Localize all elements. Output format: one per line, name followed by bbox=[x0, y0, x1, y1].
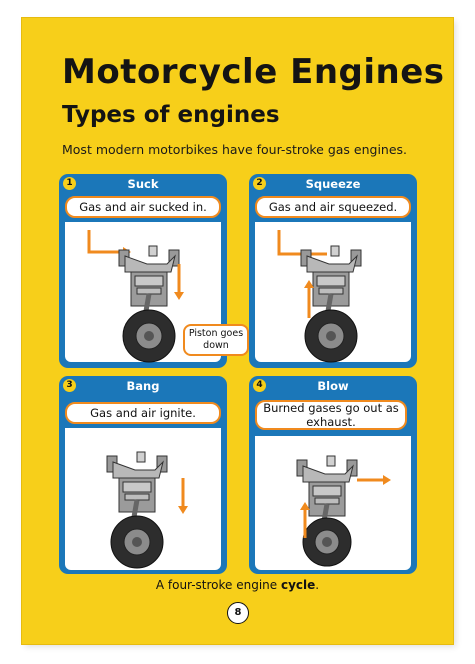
step-label: Suck bbox=[127, 177, 159, 191]
engine-blow-drawing bbox=[255, 436, 411, 570]
step-label: Bang bbox=[126, 379, 160, 393]
caption-text: A four-stroke engine bbox=[155, 578, 281, 592]
intro-text: Most modern motorbikes have four-stroke gas engines. bbox=[62, 142, 408, 157]
engine-illustration bbox=[65, 428, 221, 570]
step-number: 1 bbox=[63, 177, 76, 190]
engine-illustration bbox=[65, 222, 244, 362]
step-text: Gas and air sucked in. bbox=[65, 196, 221, 218]
step-label: Blow bbox=[317, 379, 349, 393]
step-text: Gas and air ignite. bbox=[65, 402, 221, 424]
engine-squeeze-drawing bbox=[255, 222, 411, 362]
step-number: 2 bbox=[253, 177, 266, 190]
panel-bang bbox=[59, 376, 227, 574]
caption-bold-word: cycle bbox=[280, 578, 316, 592]
engine-bang-drawing bbox=[65, 428, 221, 570]
step-number: 4 bbox=[253, 379, 266, 392]
piston-note: Piston goes down bbox=[183, 324, 249, 356]
engine-illustration bbox=[255, 436, 411, 570]
step-label: Squeeze bbox=[305, 177, 361, 191]
panel-suck bbox=[59, 174, 244, 368]
step-number: 3 bbox=[63, 379, 76, 392]
engine-illustration bbox=[255, 222, 411, 362]
step-text: Gas and air squeezed. bbox=[255, 196, 411, 218]
panel-squeeze bbox=[249, 174, 417, 368]
page bbox=[22, 18, 453, 644]
step-text: Burned gases go out as exhaust. bbox=[255, 400, 407, 430]
figure-caption bbox=[22, 578, 453, 592]
section-heading: Types of engines bbox=[62, 102, 280, 128]
page-title: Motorcycle Engines bbox=[62, 52, 445, 92]
panel-blow bbox=[249, 376, 417, 574]
page-number: 8 bbox=[227, 602, 249, 624]
caption-end: . bbox=[315, 578, 320, 592]
